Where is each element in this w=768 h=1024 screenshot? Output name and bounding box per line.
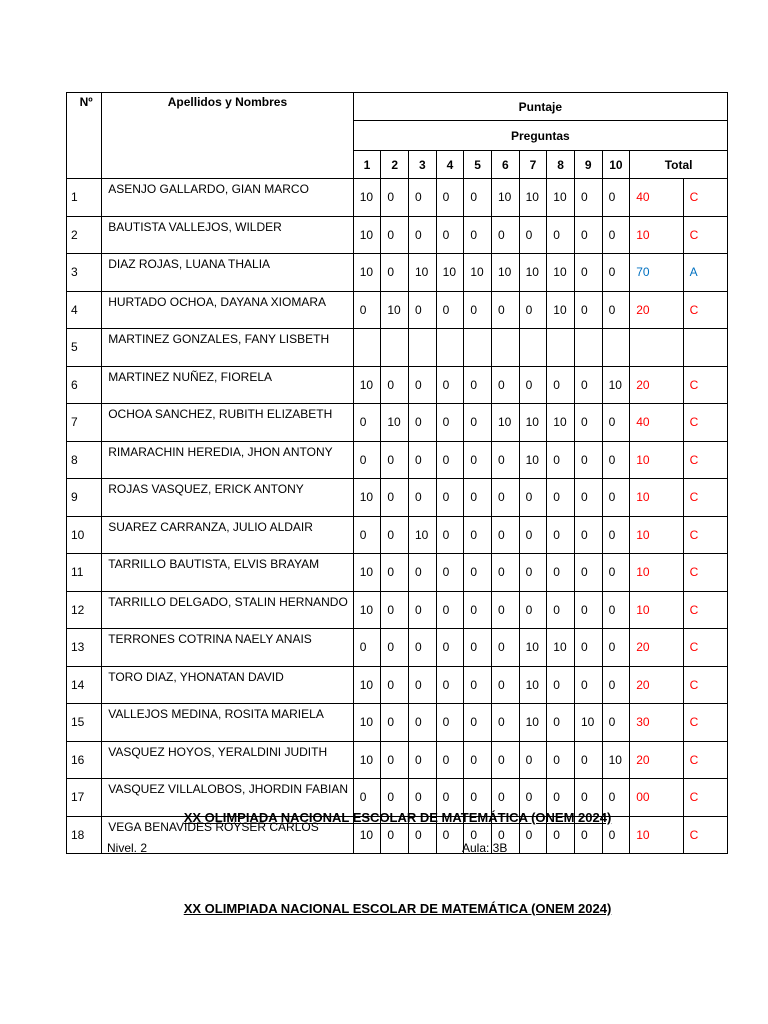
question-score: 0 (574, 666, 602, 704)
question-score: 0 (602, 216, 630, 254)
header-total: Total (630, 151, 728, 179)
question-score: 0 (602, 779, 630, 817)
header-score: Puntaje (353, 93, 727, 121)
question-score: 10 (353, 479, 381, 517)
question-score: 0 (491, 666, 519, 704)
question-score: 0 (491, 741, 519, 779)
grade-letter: C (683, 179, 727, 217)
row-number: 8 (67, 441, 102, 479)
question-score: 0 (602, 816, 630, 854)
student-name: TERRONES COTRINA NAELY ANAIS (102, 629, 353, 667)
question-score: 0 (381, 441, 409, 479)
question-score: 10 (602, 741, 630, 779)
grade-letter: C (683, 291, 727, 329)
question-score: 0 (519, 816, 547, 854)
question-score: 0 (491, 366, 519, 404)
grade-letter: C (683, 704, 727, 742)
question-score: 0 (491, 779, 519, 817)
row-number: 16 (67, 741, 102, 779)
header-question-number: 8 (547, 151, 575, 179)
student-name: SUAREZ CARRANZA, JULIO ALDAIR (102, 516, 353, 554)
question-score: 0 (409, 554, 437, 592)
question-score: 10 (436, 254, 464, 292)
total-score: 20 (630, 741, 683, 779)
question-score: 0 (409, 704, 437, 742)
question-score: 0 (574, 741, 602, 779)
question-score: 0 (602, 591, 630, 629)
question-score: 0 (602, 629, 630, 667)
nivel-label: Nivel. 2 (107, 841, 148, 855)
question-score (381, 329, 409, 367)
question-score: 10 (547, 254, 575, 292)
question-score: 0 (381, 704, 409, 742)
row-number: 14 (67, 666, 102, 704)
question-score: 10 (547, 179, 575, 217)
question-score: 0 (381, 554, 409, 592)
row-number: 4 (67, 291, 102, 329)
question-score: 10 (353, 554, 381, 592)
question-score: 10 (353, 591, 381, 629)
question-score: 0 (409, 216, 437, 254)
question-score: 0 (381, 254, 409, 292)
question-score: 0 (381, 779, 409, 817)
question-score: 0 (491, 479, 519, 517)
grade-letter: C (683, 479, 727, 517)
grade-letter: C (683, 741, 727, 779)
question-score: 0 (491, 216, 519, 254)
title-heading-repeat: XX OLIMPIADA NACIONAL ESCOLAR DE MATEMÁTICA (ONEM 2024) (183, 901, 612, 916)
total-score: 10 (630, 554, 683, 592)
total-score: 10 (630, 441, 683, 479)
question-score: 0 (436, 816, 464, 854)
question-score: 0 (353, 779, 381, 817)
aula-label: Aula: 3B (462, 841, 508, 855)
header-question-number: 3 (409, 151, 437, 179)
question-score: 0 (464, 629, 492, 667)
row-number: 13 (67, 629, 102, 667)
question-score: 0 (519, 591, 547, 629)
table-row (67, 441, 728, 479)
question-score: 0 (464, 179, 492, 217)
question-score: 0 (574, 404, 602, 442)
total-score: 10 (630, 216, 683, 254)
question-score: 0 (436, 291, 464, 329)
results-table (66, 92, 728, 854)
total-score: 30 (630, 704, 683, 742)
question-score: 10 (491, 179, 519, 217)
question-score: 0 (519, 779, 547, 817)
question-score: 0 (464, 554, 492, 592)
question-score: 0 (547, 366, 575, 404)
question-score: 0 (381, 666, 409, 704)
question-score: 0 (409, 741, 437, 779)
question-score (436, 329, 464, 367)
question-score: 0 (602, 404, 630, 442)
question-score: 0 (353, 441, 381, 479)
question-score: 0 (602, 554, 630, 592)
header-question-number: 7 (519, 151, 547, 179)
total-score (630, 329, 683, 367)
question-score (547, 329, 575, 367)
question-score: 0 (602, 254, 630, 292)
question-score: 10 (574, 704, 602, 742)
question-score: 10 (547, 404, 575, 442)
question-score: 10 (381, 404, 409, 442)
student-name: MARTINEZ NUÑEZ, FIORELA (102, 366, 353, 404)
header-number: Nº (67, 93, 102, 179)
table-row (67, 179, 728, 217)
question-score: 10 (519, 404, 547, 442)
question-score: 0 (353, 404, 381, 442)
question-score: 10 (519, 704, 547, 742)
question-score: 10 (464, 254, 492, 292)
question-score: 0 (602, 291, 630, 329)
header-questions: Preguntas (353, 121, 727, 151)
grade-letter: C (683, 216, 727, 254)
question-score: 0 (436, 479, 464, 517)
student-name: DIAZ ROJAS, LUANA THALIA (102, 254, 353, 292)
row-number: 6 (67, 366, 102, 404)
question-score: 0 (409, 666, 437, 704)
question-score: 10 (353, 816, 381, 854)
student-name: TARRILLO BAUTISTA, ELVIS BRAYAM (102, 554, 353, 592)
question-score: 0 (353, 516, 381, 554)
question-score: 10 (547, 291, 575, 329)
question-score (353, 329, 381, 367)
question-score: 0 (436, 516, 464, 554)
grade-letter: C (683, 591, 727, 629)
question-score: 0 (464, 441, 492, 479)
question-score: 0 (574, 554, 602, 592)
table-row (67, 216, 728, 254)
student-name: ASENJO GALLARDO, GIAN MARCO (102, 179, 353, 217)
student-name: VALLEJOS MEDINA, ROSITA MARIELA (102, 704, 353, 742)
row-number: 2 (67, 216, 102, 254)
question-score: 0 (409, 479, 437, 517)
question-score: 0 (519, 741, 547, 779)
question-score: 0 (491, 816, 519, 854)
question-score: 0 (381, 629, 409, 667)
grade-letter: C (683, 816, 727, 854)
question-score: 0 (602, 666, 630, 704)
question-score: 0 (436, 591, 464, 629)
table-row (67, 629, 728, 667)
question-score: 0 (519, 516, 547, 554)
row-number: 12 (67, 591, 102, 629)
question-score: 10 (519, 666, 547, 704)
header-question-number: 2 (381, 151, 409, 179)
question-score: 10 (353, 704, 381, 742)
question-score: 0 (547, 441, 575, 479)
student-name: ROJAS VASQUEZ, ERICK ANTONY (102, 479, 353, 517)
question-score: 0 (519, 554, 547, 592)
question-score (519, 329, 547, 367)
question-score: 0 (409, 179, 437, 217)
question-score: 0 (381, 179, 409, 217)
question-score: 0 (409, 591, 437, 629)
question-score: 10 (409, 516, 437, 554)
total-score: 20 (630, 666, 683, 704)
student-name: HURTADO OCHOA, DAYANA XIOMARA (102, 291, 353, 329)
question-score: 0 (574, 779, 602, 817)
table-row (67, 291, 728, 329)
question-score: 0 (464, 666, 492, 704)
question-score: 0 (381, 591, 409, 629)
question-score: 10 (409, 254, 437, 292)
question-score: 0 (409, 629, 437, 667)
question-score: 0 (491, 629, 519, 667)
row-number: 3 (67, 254, 102, 292)
question-score: 0 (409, 404, 437, 442)
grade-letter: A (683, 254, 727, 292)
question-score: 0 (574, 816, 602, 854)
question-score: 10 (353, 216, 381, 254)
question-score: 0 (547, 516, 575, 554)
total-score: 10 (630, 479, 683, 517)
header-names: Apellidos y Nombres (102, 93, 353, 179)
table-row (67, 591, 728, 629)
table-row (67, 516, 728, 554)
table-row (67, 741, 728, 779)
question-score: 10 (491, 404, 519, 442)
grade-letter: C (683, 629, 727, 667)
question-score: 0 (436, 404, 464, 442)
question-score: 0 (491, 704, 519, 742)
student-name: VEGA BENAVIDES ROYSER CARLOS (102, 816, 353, 854)
question-score: 0 (436, 779, 464, 817)
question-score: 0 (381, 366, 409, 404)
question-score: 10 (547, 629, 575, 667)
question-score: 0 (409, 291, 437, 329)
question-score: 0 (464, 779, 492, 817)
student-name: BAUTISTA VALLEJOS, WILDER (102, 216, 353, 254)
grade-letter: C (683, 779, 727, 817)
question-score: 0 (409, 366, 437, 404)
table-row (67, 479, 728, 517)
grade-letter (683, 329, 727, 367)
question-score: 10 (519, 629, 547, 667)
question-score: 0 (491, 554, 519, 592)
row-number: 11 (67, 554, 102, 592)
student-name: OCHOA SANCHEZ, RUBITH ELIZABETH (102, 404, 353, 442)
question-score: 0 (574, 179, 602, 217)
question-score: 0 (547, 591, 575, 629)
question-score: 0 (547, 704, 575, 742)
question-score: 10 (353, 254, 381, 292)
question-score: 0 (353, 291, 381, 329)
grade-letter: C (683, 404, 727, 442)
student-name: MARTINEZ GONZALES, FANY LISBETH (102, 329, 353, 367)
grade-letter: C (683, 366, 727, 404)
question-score (464, 329, 492, 367)
total-score: 00 (630, 779, 683, 817)
question-score: 0 (436, 704, 464, 742)
question-score: 0 (409, 779, 437, 817)
table-row (67, 554, 728, 592)
question-score: 0 (436, 554, 464, 592)
question-score: 0 (464, 741, 492, 779)
title-heading: XX OLIMPIADA NACIONAL ESCOLAR DE MATEMÁTICA (ONEM 2024) (183, 810, 612, 825)
student-name: TORO DIAZ, YHONATAN DAVID (102, 666, 353, 704)
question-score: 10 (353, 179, 381, 217)
question-score: 0 (574, 629, 602, 667)
question-score: 0 (409, 441, 437, 479)
question-score: 10 (602, 366, 630, 404)
question-score: 0 (602, 479, 630, 517)
question-score (602, 329, 630, 367)
question-score (409, 329, 437, 367)
total-score: 20 (630, 629, 683, 667)
student-name: RIMARACHIN HEREDIA, JHON ANTONY (102, 441, 353, 479)
question-score: 0 (602, 704, 630, 742)
row-number: 18 (67, 816, 102, 854)
question-score: 0 (519, 366, 547, 404)
total-score: 40 (630, 404, 683, 442)
question-score: 0 (574, 441, 602, 479)
question-score: 0 (547, 554, 575, 592)
question-score: 0 (602, 179, 630, 217)
row-number: 10 (67, 516, 102, 554)
question-score: 0 (381, 816, 409, 854)
header-question-number: 4 (436, 151, 464, 179)
question-score: 10 (353, 366, 381, 404)
question-score: 10 (353, 741, 381, 779)
question-score: 0 (547, 816, 575, 854)
question-score: 0 (574, 216, 602, 254)
question-score: 10 (519, 441, 547, 479)
header-question-number: 5 (464, 151, 492, 179)
question-score: 0 (574, 516, 602, 554)
table-row (67, 366, 728, 404)
question-score: 0 (574, 479, 602, 517)
question-score: 0 (574, 591, 602, 629)
row-number: 1 (67, 179, 102, 217)
question-score: 0 (464, 816, 492, 854)
header-question-number: 1 (353, 151, 381, 179)
table-row (67, 666, 728, 704)
student-name: VASQUEZ HOYOS, YERALDINI JUDITH (102, 741, 353, 779)
question-score: 0 (547, 741, 575, 779)
question-score: 0 (547, 216, 575, 254)
question-score: 0 (436, 216, 464, 254)
question-score: 10 (519, 254, 547, 292)
header-question-number: 9 (574, 151, 602, 179)
question-score: 10 (519, 179, 547, 217)
header-question-number: 10 (602, 151, 630, 179)
question-score: 0 (464, 404, 492, 442)
question-score: 0 (381, 516, 409, 554)
question-score: 0 (436, 741, 464, 779)
question-score: 0 (519, 291, 547, 329)
total-score: 10 (630, 816, 683, 854)
question-score: 0 (464, 366, 492, 404)
total-score: 70 (630, 254, 683, 292)
total-score: 10 (630, 516, 683, 554)
question-score: 0 (464, 291, 492, 329)
grade-letter: C (683, 666, 727, 704)
question-score: 0 (491, 291, 519, 329)
question-score (491, 329, 519, 367)
question-score: 0 (353, 629, 381, 667)
question-score: 0 (381, 479, 409, 517)
table-row (67, 254, 728, 292)
question-score: 0 (381, 216, 409, 254)
question-score: 0 (491, 591, 519, 629)
row-number: 5 (67, 329, 102, 367)
question-score: 0 (602, 441, 630, 479)
question-score: 0 (491, 441, 519, 479)
question-score: 0 (547, 666, 575, 704)
question-score: 0 (436, 366, 464, 404)
row-number: 15 (67, 704, 102, 742)
student-name: VASQUEZ VILLALOBOS, JHORDIN FABIAN (102, 779, 353, 817)
question-score: 0 (519, 479, 547, 517)
question-score: 0 (464, 479, 492, 517)
question-score: 0 (409, 816, 437, 854)
total-score: 20 (630, 366, 683, 404)
table-row (67, 329, 728, 367)
student-name: TARRILLO DELGADO, STALIN HERNANDO (102, 591, 353, 629)
total-score: 20 (630, 291, 683, 329)
row-number: 7 (67, 404, 102, 442)
total-score: 10 (630, 591, 683, 629)
header-question-number: 6 (491, 151, 519, 179)
question-score: 0 (574, 291, 602, 329)
question-score: 10 (353, 666, 381, 704)
question-score: 0 (464, 216, 492, 254)
question-score: 0 (547, 479, 575, 517)
question-score: 0 (436, 441, 464, 479)
question-score (574, 329, 602, 367)
row-number: 9 (67, 479, 102, 517)
row-number: 17 (67, 779, 102, 817)
question-score: 0 (574, 366, 602, 404)
table-row (67, 404, 728, 442)
question-score: 0 (547, 779, 575, 817)
question-score: 0 (436, 629, 464, 667)
question-score: 0 (602, 516, 630, 554)
question-score: 0 (574, 254, 602, 292)
question-score: 0 (464, 516, 492, 554)
question-score: 0 (464, 591, 492, 629)
grade-letter: C (683, 516, 727, 554)
question-score: 0 (491, 516, 519, 554)
question-score: 0 (436, 179, 464, 217)
question-score: 0 (464, 704, 492, 742)
question-score: 10 (381, 291, 409, 329)
question-score: 0 (436, 666, 464, 704)
question-score: 0 (381, 741, 409, 779)
question-score: 10 (491, 254, 519, 292)
question-score: 0 (519, 216, 547, 254)
grade-letter: C (683, 554, 727, 592)
total-score: 40 (630, 179, 683, 217)
table-row (67, 704, 728, 742)
grade-letter: C (683, 441, 727, 479)
